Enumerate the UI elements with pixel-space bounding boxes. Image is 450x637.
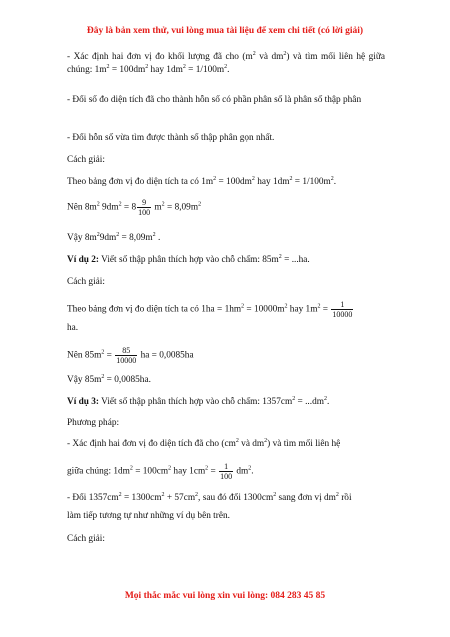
paragraph-continue-similar: làm tiếp tương tự như những ví dụ bên trên. [67, 511, 230, 521]
example-3-heading [67, 396, 385, 409]
fraction [219, 462, 233, 481]
text: . [326, 397, 330, 407]
text: 9dm [99, 202, 119, 213]
sup: 2 [161, 492, 165, 498]
sup: 2 [145, 64, 149, 70]
text: 9dm [99, 233, 117, 243]
fraction-numerator: 1 [340, 300, 345, 309]
paragraph-relation-cm-dm [67, 462, 385, 481]
text: hay 1cm [171, 466, 206, 477]
text: ha = 0,0085ha [138, 350, 194, 361]
text: giữa chúng: 1dm [67, 466, 130, 477]
solution-heading: Cách giải: [67, 155, 105, 165]
fraction [331, 300, 353, 319]
text: và dm [255, 52, 284, 62]
paragraph-example2-conversion [67, 346, 385, 365]
sup: 2 [317, 303, 321, 310]
text: = 0,0085ha. [104, 375, 151, 385]
paragraph-example1-conversion [67, 198, 385, 217]
text: = 8 [121, 202, 137, 213]
fraction-denominator: 10000 [116, 356, 137, 365]
paragraph-hectare-relation [67, 300, 385, 319]
text: ) và tìm mối liên hệ giữa chúng: 1m [67, 52, 385, 75]
text: = 10000m [244, 304, 285, 315]
paragraph-convert-mixed-number: - Đổi số đo diện tích đã cho thành hỗn số có phần phân số là phân số thập phân [67, 95, 362, 105]
text: rồi [338, 493, 352, 503]
paragraph-area-table [67, 176, 385, 189]
sup: 2 [96, 201, 100, 208]
sup: 2 [264, 438, 268, 444]
fraction-numerator: 1 [224, 462, 229, 471]
sup: 2 [152, 232, 156, 238]
paragraph-determine-units-2 [67, 438, 385, 451]
text: Nên 85m [67, 350, 102, 361]
text: = 8,09m [119, 233, 153, 243]
sup: 2 [195, 492, 199, 498]
sup: 2 [161, 201, 165, 208]
text: hay 1dm [254, 177, 290, 187]
text: - Xác định hai đơn vị đo diện tích đã cho (cm [67, 439, 236, 449]
sup: 2 [101, 374, 105, 380]
text: = 8,09m [164, 202, 199, 213]
fraction-numerator: 85 [122, 346, 131, 355]
method-heading: Phương pháp: [67, 418, 120, 428]
sup: 2 [273, 492, 277, 498]
text: , sau đó đổi 1300cm [198, 493, 274, 503]
text: Nên 8m [67, 202, 97, 213]
text: = 100dm [109, 65, 146, 75]
example-label: Ví dụ 2: [67, 255, 100, 265]
sup: 2 [106, 64, 110, 70]
text: m [152, 202, 162, 213]
text: và dm [238, 439, 265, 449]
sup: 2 [101, 349, 105, 356]
sup: 2 [323, 396, 327, 402]
example-label: Ví dụ 3: [67, 397, 100, 407]
text: = ...ha. [281, 255, 310, 265]
text: Viết số thập phân thích hợp vào chỗ chấm: 85m [99, 255, 279, 265]
text: = [104, 350, 115, 361]
paragraph-example2-result [67, 374, 385, 387]
text: = 1300cm [121, 493, 162, 503]
text: + 57cm [164, 493, 196, 503]
text: Vậy 85m [67, 375, 102, 385]
sup: 2 [205, 465, 209, 472]
text: = 100cm [132, 466, 169, 477]
contact-footer: Mọi thắc mắc vui lòng xin vui lòng: 084 283 45 85 [124, 591, 326, 601]
sup: 2 [96, 232, 100, 238]
fraction-denominator: 100 [220, 472, 233, 481]
paragraph-split-conversion [67, 492, 385, 505]
solution-heading: Cách giải: [67, 277, 105, 287]
text: = [320, 304, 331, 315]
text: = 1/100m [185, 65, 225, 75]
sup: 2 [252, 51, 256, 57]
sup: 2 [278, 254, 282, 260]
text: = 1/100m [292, 177, 331, 187]
text: Theo bảng đơn vị đo diện tích ta có 1ha = 1hm [67, 304, 242, 315]
fraction-numerator: 9 [142, 198, 147, 207]
paragraph-hectare-unit: ha. [67, 323, 79, 333]
sup: 2 [335, 492, 339, 498]
solution-heading: Cách giải: [67, 534, 105, 544]
text: = [208, 466, 219, 477]
fraction [137, 198, 151, 217]
sup: 2 [330, 176, 334, 182]
text: Theo bảng đơn vị đo diện tích ta có 1m [67, 177, 214, 187]
sup: 2 [182, 64, 186, 70]
paragraph-example1-result [67, 232, 385, 245]
sup: 2 [168, 465, 172, 472]
paragraph-determine-units [67, 51, 385, 77]
example-2-heading [67, 254, 385, 267]
sup: 2 [248, 465, 252, 472]
text: . [227, 65, 230, 75]
sup: 2 [241, 303, 245, 310]
text: = ...dm [295, 397, 324, 407]
fraction [115, 346, 137, 365]
sup: 2 [224, 64, 228, 70]
sup: 2 [235, 438, 239, 444]
text: hay 1dm [148, 65, 183, 75]
sup: 2 [289, 176, 293, 182]
sup: 2 [292, 396, 296, 402]
text: Vậy 8m [67, 233, 97, 243]
text: ) và tìm mối liên hệ [267, 439, 341, 449]
sup: 2 [284, 303, 288, 310]
sup: 2 [116, 232, 120, 238]
text: dm [234, 466, 249, 477]
text: . [333, 177, 337, 187]
text: hay 1m [287, 304, 318, 315]
text: = 100dm [216, 177, 252, 187]
fraction-denominator: 100 [138, 208, 151, 217]
sup: 2 [251, 176, 255, 182]
preview-notice-banner: Đây là bản xem thử, vui lòng mua tài liệu để xem chi tiết (có lời giải) [86, 26, 364, 36]
text: . [155, 233, 161, 243]
text: Viết số thập phân thích hợp vào chỗ chấm: 1357cm [99, 397, 293, 407]
text: sang đơn vị dm [276, 493, 336, 503]
text: . [251, 466, 254, 477]
sup: 2 [283, 51, 287, 57]
sup: 2 [198, 201, 202, 208]
paragraph-convert-decimal: - Đổi hỗn số vừa tìm được thành số thập phân gọn nhất. [67, 133, 275, 143]
sup: 2 [118, 201, 122, 208]
sup: 2 [118, 492, 122, 498]
text: - Xác định hai đơn vị đo khối lượng đã cho (m [67, 52, 253, 62]
text: - Đổi 1357cm [67, 493, 119, 503]
fraction-denominator: 10000 [332, 310, 353, 319]
sup: 2 [129, 465, 133, 472]
sup: 2 [213, 176, 217, 182]
